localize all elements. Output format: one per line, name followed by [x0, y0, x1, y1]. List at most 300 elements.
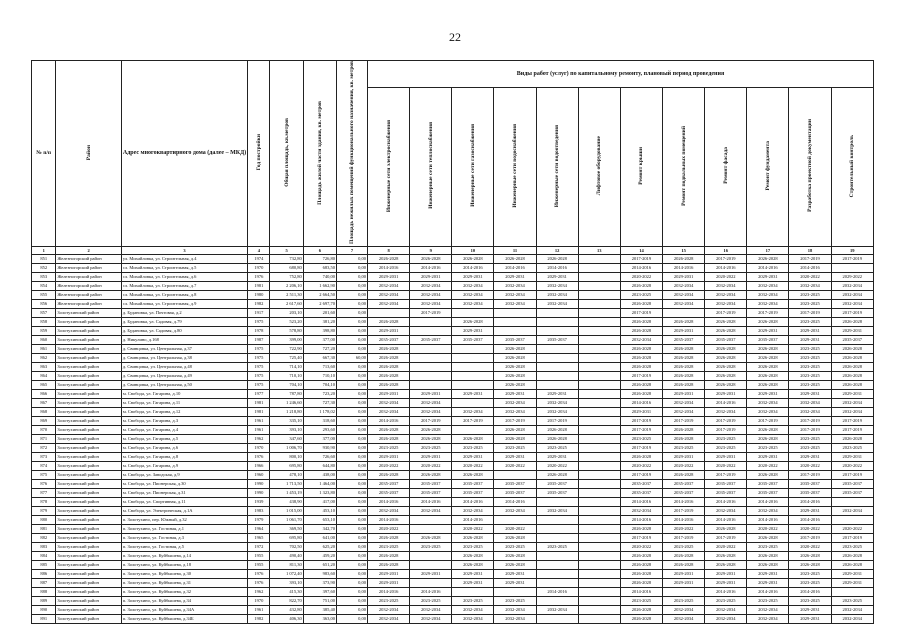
- sewage-cell: 2014-2016: [536, 587, 578, 596]
- year-cell: 1970: [248, 596, 270, 605]
- nonres-area-cell: 0,00: [336, 326, 367, 335]
- sewage-cell: [536, 614, 578, 623]
- elevator-cell: [578, 596, 620, 605]
- table-row: [32, 515, 874, 524]
- facade-cell: 2017-2019: [705, 308, 747, 317]
- foundation-cell: 2026-2028: [747, 380, 789, 389]
- address-cell: п. Золотухино, ул. Куйбышева, д.34Б: [121, 614, 247, 623]
- elevator-cell: [578, 326, 620, 335]
- basement-cell: 2032-2034: [663, 281, 705, 290]
- elevator-cell: [578, 389, 620, 398]
- electric-cell: 2029-2031: [368, 569, 410, 578]
- facade-cell: 2023-2025: [705, 443, 747, 452]
- supervision-cell: 2026-2028: [831, 434, 873, 443]
- table-row: [32, 542, 874, 551]
- roof-cell: 2026-2028: [620, 524, 662, 533]
- total-area-cell: 369,50: [270, 524, 303, 533]
- facade-cell: 2029-2031: [705, 569, 747, 578]
- electric-cell: 2026-2028: [368, 560, 410, 569]
- foundation-cell: 2020-2022: [747, 524, 789, 533]
- sewage-cell: 2035-2037: [536, 488, 578, 497]
- design-docs-cell: 2023-2025: [789, 362, 831, 371]
- row-number: 867: [32, 398, 56, 407]
- supervision-cell: [831, 263, 873, 272]
- nonres-area-cell: 0,00: [336, 362, 367, 371]
- nonres-area-cell: 0,00: [336, 470, 367, 479]
- design-docs-cell: 2032-2034: [789, 407, 831, 416]
- roof-cell: 2017-2019: [620, 470, 662, 479]
- roof-cell: 2026-2028: [620, 605, 662, 614]
- heating-cell: 2035-2037: [410, 488, 452, 497]
- basement-cell: 2032-2034: [663, 398, 705, 407]
- nonres-area-cell: 0,00: [336, 551, 367, 560]
- supervision-cell: 2017-2019: [831, 470, 873, 479]
- heating-cell: 2023-2025: [410, 596, 452, 605]
- table-row: [32, 308, 874, 317]
- header-total-area: Общая площадь, кв.метров: [270, 61, 303, 247]
- elevator-cell: [578, 272, 620, 281]
- row-number: 884: [32, 551, 56, 560]
- sewage-cell: 2032-2034: [536, 506, 578, 515]
- district-cell: Железногорский район: [56, 290, 121, 299]
- year-cell: 1981: [248, 398, 270, 407]
- gas-cell: 2029-2031: [452, 569, 494, 578]
- table-row: [32, 272, 874, 281]
- roof-cell: 2035-2037: [620, 488, 662, 497]
- living-area-cell: 727,20: [303, 344, 336, 353]
- roof-cell: 2023-2025: [620, 290, 662, 299]
- elevator-cell: [578, 299, 620, 308]
- gas-cell: [452, 308, 494, 317]
- living-area-cell: 293,60: [303, 425, 336, 434]
- facade-cell: 2026-2028: [705, 317, 747, 326]
- supervision-cell: [831, 497, 873, 506]
- year-cell: 1982: [248, 614, 270, 623]
- design-docs-cell: 2029-2031: [789, 506, 831, 515]
- column-number: 7: [336, 246, 367, 254]
- water-cell: 2032-2034: [494, 299, 536, 308]
- district-cell: Золотухинский район: [56, 389, 121, 398]
- design-docs-cell: 2029-2031: [789, 389, 831, 398]
- roof-cell: 2017-2019: [620, 443, 662, 452]
- total-area-cell: 1 061,70: [270, 515, 303, 524]
- heating-cell: [410, 524, 452, 533]
- sewage-cell: 2032-2034: [536, 605, 578, 614]
- row-number: 854: [32, 281, 56, 290]
- table-row: [32, 452, 874, 461]
- water-cell: [494, 308, 536, 317]
- foundation-cell: 2026-2028: [747, 362, 789, 371]
- total-area-cell: 1 006,70: [270, 443, 303, 452]
- electric-cell: 2023-2025: [368, 542, 410, 551]
- nonres-area-cell: 0,00: [336, 416, 367, 425]
- table-row: [32, 344, 874, 353]
- header-works-group: Виды работ (услуг) по капитальному ремонту, плановый период проведения: [368, 61, 874, 88]
- roof-cell: 2026-2028: [620, 353, 662, 362]
- water-cell: 2026-2028: [494, 380, 536, 389]
- row-number: 861: [32, 344, 56, 353]
- total-area-cell: 1 713,50: [270, 479, 303, 488]
- foundation-cell: 2029-2031: [747, 452, 789, 461]
- year-cell: 1970: [248, 443, 270, 452]
- capital-repair-table-sheet: [31, 60, 874, 624]
- water-cell: 2026-2028: [494, 551, 536, 560]
- living-area-cell: 398,80: [303, 326, 336, 335]
- basement-cell: 2026-2028: [663, 353, 705, 362]
- facade-cell: 2023-2025: [705, 434, 747, 443]
- elevator-cell: [578, 470, 620, 479]
- basement-cell: 2026-2028: [663, 425, 705, 434]
- heating-cell: 2032-2034: [410, 605, 452, 614]
- row-number: 883: [32, 542, 56, 551]
- design-docs-cell: 2014-2016: [789, 497, 831, 506]
- living-area-cell: 651,20: [303, 560, 336, 569]
- row-number: 865: [32, 380, 56, 389]
- design-docs-cell: 2023-2025: [789, 578, 831, 587]
- gas-cell: 2032-2034: [452, 506, 494, 515]
- table-row: [32, 434, 874, 443]
- row-number: 888: [32, 587, 56, 596]
- basement-cell: 2032-2034: [663, 299, 705, 308]
- sewage-cell: [536, 344, 578, 353]
- row-number: 881: [32, 524, 56, 533]
- design-docs-cell: 2023-2025: [789, 443, 831, 452]
- total-area-cell: 415,30: [270, 587, 303, 596]
- supervision-cell: 2026-2028: [831, 371, 873, 380]
- elevator-cell: [578, 254, 620, 263]
- facade-cell: 2026-2028: [705, 362, 747, 371]
- basement-cell: 2032-2034: [663, 407, 705, 416]
- elevator-cell: [578, 524, 620, 533]
- address-cell: м. Свобода, ул. Гагарина, д.3: [121, 416, 247, 425]
- table-row: [32, 263, 874, 272]
- sewage-cell: 2029-2031: [536, 452, 578, 461]
- living-area-cell: 438,00: [303, 470, 336, 479]
- table-row: [32, 479, 874, 488]
- basement-cell: 2032-2034: [663, 614, 705, 623]
- district-cell: Золотухинский район: [56, 542, 121, 551]
- design-docs-cell: 2023-2025: [789, 434, 831, 443]
- facade-cell: 2029-2031: [705, 452, 747, 461]
- water-cell: 2029-2031: [494, 389, 536, 398]
- total-area-cell: 695,80: [270, 461, 303, 470]
- basement-cell: 2029-2031: [663, 389, 705, 398]
- design-docs-cell: 2032-2034: [789, 281, 831, 290]
- total-area-cell: 710,10: [270, 371, 303, 380]
- header-work-sewage: Инженерные сети водоотведения: [536, 87, 578, 246]
- address-cell: м. Свобода, ул. Гагарина, д.8: [121, 452, 247, 461]
- supervision-cell: 2029-2031: [831, 452, 873, 461]
- row-number: 870: [32, 425, 56, 434]
- row-number: 873: [32, 452, 56, 461]
- row-number: 860: [32, 335, 56, 344]
- gas-cell: 2032-2034: [452, 290, 494, 299]
- basement-cell: [663, 308, 705, 317]
- row-number: 851: [32, 254, 56, 263]
- total-area-cell: 811,30: [270, 560, 303, 569]
- elevator-cell: [578, 407, 620, 416]
- living-area-cell: 1 323,80: [303, 488, 336, 497]
- design-docs-cell: 2023-2025: [789, 353, 831, 362]
- living-area-cell: 373,90: [303, 578, 336, 587]
- foundation-cell: 2032-2034: [747, 281, 789, 290]
- total-area-cell: 1 015,00: [270, 506, 303, 515]
- elevator-cell: [578, 452, 620, 461]
- year-cell: 1975: [248, 317, 270, 326]
- facade-cell: 2020-2022: [705, 542, 747, 551]
- roof-cell: 2026-2028: [620, 326, 662, 335]
- elevator-cell: [578, 551, 620, 560]
- electric-cell: 2029-2031: [368, 389, 410, 398]
- total-area-cell: 523,20: [270, 317, 303, 326]
- address-cell: д. Будановка, ул. Садовая, д.80: [121, 326, 247, 335]
- column-number: 8: [368, 246, 410, 254]
- roof-cell: 2026-2028: [620, 389, 662, 398]
- foundation-cell: 2035-2037: [747, 488, 789, 497]
- facade-cell: 2035-2037: [705, 488, 747, 497]
- table-row: [32, 605, 874, 614]
- design-docs-cell: 2017-2019: [789, 308, 831, 317]
- address-cell: п. Золотухино, ул. Гостиная, д.5: [121, 542, 247, 551]
- heating-cell: [410, 344, 452, 353]
- design-docs-cell: 2017-2019: [789, 254, 831, 263]
- living-area-cell: 726,60: [303, 452, 336, 461]
- elevator-cell: [578, 434, 620, 443]
- electric-cell: 2026-2028: [368, 434, 410, 443]
- nonres-area-cell: 0,00: [336, 317, 367, 326]
- design-docs-cell: 2020-2022: [789, 461, 831, 470]
- heating-cell: 2023-2025: [410, 443, 452, 452]
- basement-cell: 2026-2028: [663, 470, 705, 479]
- design-docs-cell: 2029-2031: [789, 452, 831, 461]
- total-area-cell: 2 206,10: [270, 281, 303, 290]
- year-cell: 1981: [248, 407, 270, 416]
- address-cell: д. Будановка, ул. Почтовая, д.2: [121, 308, 247, 317]
- electric-cell: 2032-2034: [368, 506, 410, 515]
- roof-cell: 2026-2028: [620, 344, 662, 353]
- electric-cell: 2032-2034: [368, 290, 410, 299]
- water-cell: 2020-2022: [494, 524, 536, 533]
- roof-cell: 2026-2028: [620, 281, 662, 290]
- electric-cell: 2026-2028: [368, 344, 410, 353]
- sewage-cell: 2026-2028: [536, 425, 578, 434]
- year-cell: 1975: [248, 371, 270, 380]
- address-cell: м. Свобода, ул. Гагарина, д.4: [121, 425, 247, 434]
- electric-cell: 2032-2034: [368, 605, 410, 614]
- foundation-cell: 2029-2031: [747, 272, 789, 281]
- supervision-cell: 2035-2037: [831, 488, 873, 497]
- elevator-cell: [578, 479, 620, 488]
- gas-cell: [452, 380, 494, 389]
- district-cell: Золотухинский район: [56, 461, 121, 470]
- supervision-cell: 2029-2031: [831, 326, 873, 335]
- water-cell: [494, 515, 536, 524]
- column-number: 15: [663, 246, 705, 254]
- electric-cell: [368, 308, 410, 317]
- heating-cell: [410, 578, 452, 587]
- foundation-cell: 2023-2025: [747, 443, 789, 452]
- row-number: 862: [32, 353, 56, 362]
- table-row: [32, 560, 874, 569]
- district-cell: Золотухинский район: [56, 398, 121, 407]
- header-num: № п/п: [32, 61, 56, 247]
- design-docs-cell: 2023-2025: [789, 569, 831, 578]
- heating-cell: 2035-2037: [410, 479, 452, 488]
- sewage-cell: [536, 326, 578, 335]
- heating-cell: [410, 362, 452, 371]
- facade-cell: 2032-2034: [705, 614, 747, 623]
- district-cell: Золотухинский район: [56, 605, 121, 614]
- basement-cell: 2029-2031: [663, 326, 705, 335]
- nonres-area-cell: 0,00: [336, 569, 367, 578]
- living-area-cell: 653,10: [303, 515, 336, 524]
- elevator-cell: [578, 560, 620, 569]
- design-docs-cell: 2023-2025: [789, 380, 831, 389]
- row-number: 855: [32, 290, 56, 299]
- heating-cell: 2029-2031: [410, 452, 452, 461]
- design-docs-cell: 2014-2016: [789, 515, 831, 524]
- gas-cell: 2020-2022: [452, 461, 494, 470]
- design-docs-cell: 2023-2025: [789, 371, 831, 380]
- electric-cell: 2014-2016: [368, 416, 410, 425]
- district-cell: Золотухинский район: [56, 362, 121, 371]
- table-row: [32, 614, 874, 623]
- column-number: 3: [121, 246, 247, 254]
- electric-cell: 2014-2016: [368, 263, 410, 272]
- column-number: 12: [536, 246, 578, 254]
- electric-cell: 2014-2016: [368, 515, 410, 524]
- foundation-cell: 2029-2031: [747, 569, 789, 578]
- table-row: [32, 353, 874, 362]
- address-cell: ул. Михайловка, ул. Строительная, д.4: [121, 254, 247, 263]
- facade-cell: 2026-2028: [705, 353, 747, 362]
- electric-cell: 2020-2022: [368, 524, 410, 533]
- total-area-cell: 578,80: [270, 326, 303, 335]
- electric-cell: 2029-2031: [368, 452, 410, 461]
- heating-cell: 2023-2025: [410, 542, 452, 551]
- facade-cell: 2026-2028: [705, 371, 747, 380]
- design-docs-cell: 2023-2025: [789, 596, 831, 605]
- address-cell: м. Свобода, ул. Пионерская, д.30: [121, 479, 247, 488]
- gas-cell: 2035-2037: [452, 479, 494, 488]
- header-work-facade: Ремонт фасада: [705, 87, 747, 246]
- living-area-cell: 740,00: [303, 272, 336, 281]
- water-cell: 2029-2031: [494, 569, 536, 578]
- year-cell: 1975: [248, 344, 270, 353]
- address-cell: м. Свобода, ул. Электрическая, д.1А: [121, 506, 247, 515]
- district-cell: Золотухинский район: [56, 515, 121, 524]
- row-number: 885: [32, 560, 56, 569]
- basement-cell: 2020-2022: [663, 524, 705, 533]
- table-row: [32, 497, 874, 506]
- row-number: 876: [32, 479, 56, 488]
- electric-cell: 2026-2028: [368, 470, 410, 479]
- elevator-cell: [578, 398, 620, 407]
- sewage-cell: 2026-2028: [536, 470, 578, 479]
- elevator-cell: [578, 569, 620, 578]
- header-column-numbers: [32, 246, 874, 254]
- table-row: [32, 290, 874, 299]
- address-cell: п. Золотухино, ул. Куйбышева, д.30: [121, 569, 247, 578]
- electric-cell: 2026-2028: [368, 353, 410, 362]
- header-work-water: Инженерные сети водоснабжения: [494, 87, 536, 246]
- year-cell: 1976: [248, 452, 270, 461]
- nonres-area-cell: 0,00: [336, 308, 367, 317]
- supervision-cell: 2029-2022: [831, 272, 873, 281]
- row-number: 858: [32, 317, 56, 326]
- table-row: [32, 506, 874, 515]
- row-number: 852: [32, 263, 56, 272]
- roof-cell: 2017-2019: [620, 533, 662, 542]
- foundation-cell: 2014-2016: [747, 263, 789, 272]
- sewage-cell: [536, 371, 578, 380]
- address-cell: п. Золотухино, ул. Гостиная, д.1: [121, 524, 247, 533]
- design-docs-cell: 2029-2031: [789, 614, 831, 623]
- year-cell: 1955: [248, 560, 270, 569]
- gas-cell: 2032-2034: [452, 299, 494, 308]
- elevator-cell: [578, 263, 620, 272]
- heating-cell: 2032-2034: [410, 398, 452, 407]
- address-cell: д. Свинцовка, ул. Центральная, д.38: [121, 353, 247, 362]
- gas-cell: 2032-2034: [452, 605, 494, 614]
- living-area-cell: 930,90: [303, 443, 336, 452]
- water-cell: [494, 317, 536, 326]
- nonres-area-cell: 0,00: [336, 254, 367, 263]
- electric-cell: 2032-2034: [368, 299, 410, 308]
- header-work-design-docs: Разработка проектной документации: [789, 87, 831, 246]
- district-cell: Железногорский район: [56, 272, 121, 281]
- living-area-cell: 644,80: [303, 461, 336, 470]
- district-cell: Железногорский район: [56, 254, 121, 263]
- basement-cell: 2029-2031: [663, 578, 705, 587]
- sewage-cell: [536, 524, 578, 533]
- year-cell: 1961: [248, 605, 270, 614]
- gas-cell: 2029-2031: [452, 272, 494, 281]
- electric-cell: 2014-2016: [368, 587, 410, 596]
- water-cell: 2023-2025: [494, 542, 536, 551]
- facade-cell: 2026-2028: [705, 560, 747, 569]
- electric-cell: 2029-2031: [368, 272, 410, 281]
- address-cell: сл. Михайловка, ул. Строительная, д.6: [121, 272, 247, 281]
- foundation-cell: 2020-2022: [747, 461, 789, 470]
- gas-cell: 2023-2025: [452, 542, 494, 551]
- roof-cell: 2032-2034: [620, 335, 662, 344]
- design-docs-cell: 2017-2019: [789, 470, 831, 479]
- address-cell: м. Свобода, ул. Гагарина, д.10: [121, 389, 247, 398]
- column-number: 10: [452, 246, 494, 254]
- roof-cell: 2026-2028: [620, 362, 662, 371]
- address-cell: м. Свобода, ул. Гагарина, д.5: [121, 434, 247, 443]
- foundation-cell: 2032-2034: [747, 290, 789, 299]
- district-cell: Золотухинский район: [56, 479, 121, 488]
- roof-cell: 2026-2028: [620, 380, 662, 389]
- nonres-area-cell: 0,00: [336, 515, 367, 524]
- sewage-cell: [536, 551, 578, 560]
- living-area-cell: 453,10: [303, 506, 336, 515]
- address-cell: сл. Михайловка, ул. Строительная, д.8: [121, 290, 247, 299]
- district-cell: Золотухинский район: [56, 497, 121, 506]
- row-number: 863: [32, 362, 56, 371]
- total-area-cell: 393,10: [270, 425, 303, 434]
- sewage-cell: 2023-2025: [536, 542, 578, 551]
- heating-cell: 2014-2016: [410, 587, 452, 596]
- heating-cell: 2032-2034: [410, 506, 452, 515]
- heating-cell: [410, 560, 452, 569]
- foundation-cell: 2026-2028: [747, 551, 789, 560]
- water-cell: 2026-2028: [494, 533, 536, 542]
- address-cell: д. Будановка, ул. Садовая, д.79: [121, 317, 247, 326]
- year-cell: 1974: [248, 254, 270, 263]
